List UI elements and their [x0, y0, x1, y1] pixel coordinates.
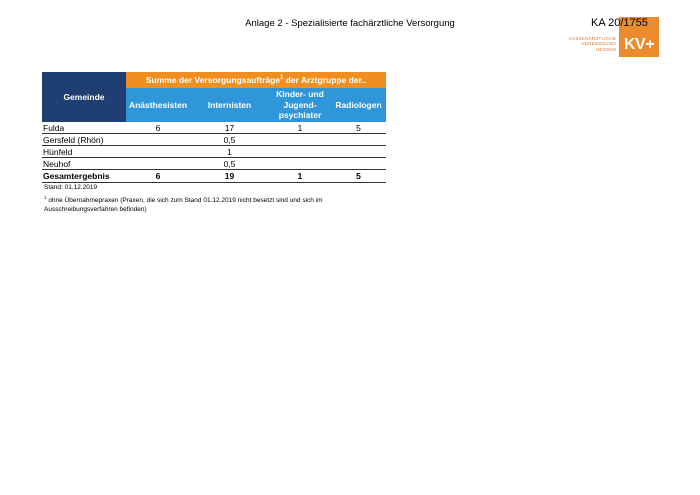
- cell: [331, 134, 386, 146]
- row-name: Neuhof: [42, 158, 126, 170]
- cell: 17: [190, 122, 269, 134]
- header-gemeinde: Gemeinde: [42, 72, 126, 122]
- header-group: [126, 72, 386, 88]
- table-row: [42, 158, 386, 170]
- footnote-mark: 1: [44, 195, 47, 200]
- header-radiologen: Radiologen: [331, 88, 386, 122]
- header-group-suffix: der Arztgruppe der..: [283, 75, 367, 85]
- cell: [126, 146, 190, 158]
- cell: [269, 158, 331, 170]
- header-kinder-jugendpsychiater: Kinder- und Jugend-psychiater: [269, 88, 331, 122]
- total-cell: 6: [126, 170, 190, 183]
- footnote: [44, 193, 374, 214]
- cell: 0,5: [190, 134, 269, 146]
- header-group-text: Summe der Versorgungsaufträge: [145, 75, 280, 85]
- total-row: [42, 170, 386, 183]
- cell: [269, 146, 331, 158]
- logo-mark: KV+: [624, 36, 655, 53]
- footnote-marker: 1: [280, 75, 284, 82]
- logo-line: KASSENÄRZTLICHE: [568, 36, 616, 41]
- logo-line: HESSEN: [595, 46, 616, 52]
- row-name: Fulda: [42, 122, 126, 134]
- cell: 1: [190, 146, 269, 158]
- cell: 0,5: [190, 158, 269, 170]
- table-row: [42, 146, 386, 158]
- row-name: Gersfeld (Rhön): [42, 134, 126, 146]
- cell: 6: [126, 122, 190, 134]
- status-date: Stand: 01.12.2019: [44, 184, 98, 191]
- total-cell: 19: [190, 170, 269, 183]
- header-anaesthesisten: Anästhesisten: [126, 88, 190, 122]
- total-label: Gesamtergebnis: [42, 170, 126, 183]
- document-reference: KA 20/1755: [591, 17, 648, 29]
- logo-text: [568, 36, 616, 52]
- table-row: [42, 122, 386, 134]
- cell: [331, 146, 386, 158]
- cell: 1: [269, 122, 331, 134]
- cell: 5: [331, 122, 386, 134]
- footnote-text: ohne Übernahmepraxen (Praxen, die sich zum Stand 01.12.2019 nicht besetzt sind und sich im Ausschreibungsverfahren befinden): [44, 197, 323, 214]
- page-title: Anlage 2 - Spezialisierte fachärztliche Versorgung: [245, 18, 455, 29]
- total-cell: 5: [331, 170, 386, 183]
- header-internisten: Internisten: [190, 88, 269, 122]
- cell: [269, 134, 331, 146]
- supply-table: [42, 72, 386, 183]
- total-cell: 1: [269, 170, 331, 183]
- cell: [331, 158, 386, 170]
- cell: [126, 134, 190, 146]
- table-row: [42, 134, 386, 146]
- logo-line: VEREINIGUNG: [581, 41, 616, 47]
- row-name: Hünfeld: [42, 146, 126, 158]
- cell: [126, 158, 190, 170]
